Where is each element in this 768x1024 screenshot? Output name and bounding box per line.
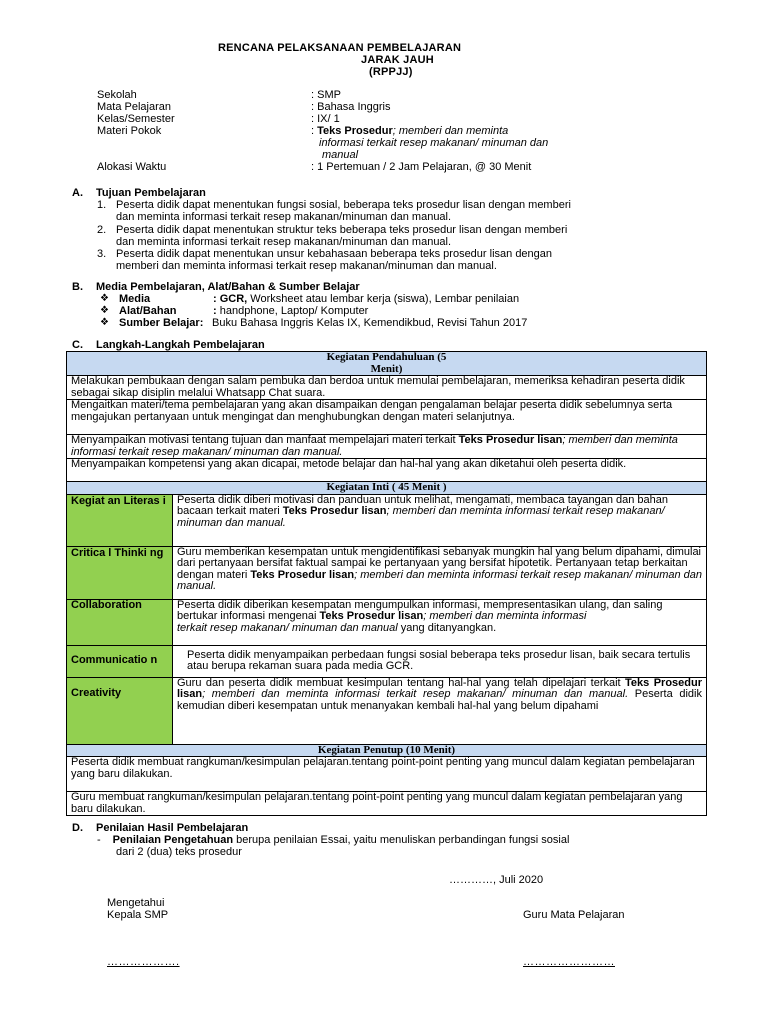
- section-d-letter: D.: [72, 822, 83, 834]
- bullet-icon: ❖: [100, 293, 109, 304]
- section-a-heading: [72, 187, 206, 199]
- topic-value: [311, 125, 508, 137]
- section-b-heading: [72, 281, 360, 293]
- table-row: [67, 645, 707, 677]
- critical-label: Critica l Thinki ng: [67, 546, 173, 599]
- collab-e: yang ditanyangkan.: [397, 621, 497, 634]
- literasi-b: Teks Prosedur lisan: [282, 505, 387, 517]
- doc-abbrev: (RPPJJ): [369, 66, 413, 78]
- identity-block: [97, 89, 657, 173]
- section-c-heading: [72, 339, 265, 351]
- alat-bold: :: [213, 305, 217, 317]
- signature-left-2: Kepala SMP: [107, 909, 169, 921]
- pendahuluan-step-2: Mengaitkan materi/tema pembelajaran yang akan disampaikan dengan pengalaman belajar peserta didik sebelumnya serta mengajukan pertanyaan untuk mengingat dan menghubungkan dengan materi selanjutnya.: [67, 400, 707, 435]
- table-row: [67, 792, 707, 816]
- penutup-step-2: Guru membuat rangkuman/kesimpulan pelajaran.tentang point-point penting yang muncul dalam kegiatan pembelajaran yang baru dilakukan.: [67, 792, 707, 816]
- critical-c: ; memberi dan meminta informasi terkait resep makanan/ minuman dan manual.: [177, 568, 702, 592]
- creat-c: ; memberi dan meminta informasi terkait resep makanan/ minuman dan manual.: [202, 688, 629, 700]
- signature-left-line: ……………….: [107, 956, 180, 968]
- media-list: [97, 293, 657, 329]
- signature-date: …………, Juli 2020: [449, 874, 544, 886]
- table-row: [67, 599, 707, 645]
- literasi-label: Kegiat an Literas i: [67, 494, 173, 546]
- class-value: : IX/ 1: [311, 113, 340, 125]
- topic-label: Materi Pokok: [97, 125, 162, 137]
- media-bold: : GCR,: [213, 293, 248, 305]
- table-row: [67, 482, 707, 495]
- goal-text: Peserta didik dapat menentukan unsur kebahasaan beberapa teks prosedur lisan dengan: [116, 248, 553, 260]
- table-row: [67, 376, 707, 400]
- goal-number: 3.: [97, 248, 107, 260]
- topic-prefix: :: [311, 125, 318, 137]
- alat-key: Alat/Bahan: [119, 305, 177, 317]
- pendahuluan-step-4: Menyampaikan kompetensi yang akan dicapai, metode belajar dan hal-hal yang akan diketahui oleh peserta didik.: [67, 459, 707, 482]
- alat-text: handphone, Laptop/ Komputer: [216, 305, 369, 317]
- section-a-letter: A.: [72, 187, 83, 199]
- section-a-title: Tujuan Pembelajaran: [96, 187, 206, 199]
- table-row: [67, 677, 707, 744]
- doc-title: RENCANA PELAKSANAAN PEMBELAJARAN: [218, 42, 462, 54]
- sumber-value: Buku Bahasa Inggris Kelas IX, Kemendikbud, Revisi Tahun 2017: [212, 317, 528, 329]
- creat-label: Creativity: [67, 677, 173, 744]
- goal-text: Peserta didik dapat menentukan struktur teks beberapa teks prosedur lisan dengan memberi: [116, 223, 568, 236]
- signature-right: Guru Mata Pelajaran: [523, 909, 625, 921]
- goals-list: [97, 199, 657, 273]
- time-value: : 1 Pertemuan / 2 Jam Pelajaran, @ 30 Menit: [311, 161, 532, 173]
- section-c-letter: C.: [72, 339, 83, 351]
- signature-left-1: Mengetahui: [107, 897, 165, 909]
- goal-text: Peserta didik dapat menentukan fungsi sosial, beberapa teks prosedur lisan dengan memberi: [116, 199, 571, 211]
- assessment-line-2: dari 2 (dua) teks prosedur: [116, 846, 242, 858]
- pendahuluan-step-1: Melakukan pembukaan dengan salam pembuka dan berdoa untuk memulai pembelajaran, memeriksa kehadiran peserta didik sebagai sikap disiplin melalui Whatsapp Chat suara.: [67, 376, 707, 400]
- creat-d: Peserta didik kemudian diberi kesempatan untuk menanyakan kembali hal-hal yang belum dipahami: [177, 688, 702, 712]
- section-d-title: Penilaian Hasil Pembelajaran: [96, 822, 249, 834]
- list-item: [97, 224, 657, 248]
- goal-number: 2.: [97, 223, 107, 236]
- goal-text: memberi dan meminta informasi terkait resep makanan/minuman dan manual.: [116, 260, 497, 272]
- collab-label: Collaboration: [67, 599, 173, 645]
- penutup-step-1: Peserta didik membuat rangkuman/kesimpulan pelajaran.tentang point-point penting yang muncul dalam kegiatan pembelajaran yang baru dilakukan.: [67, 757, 707, 792]
- creat-b: Teks Prosedur lisan: [177, 676, 702, 700]
- p3-text: Menyampaikan motivasi tentang tujuan dan manfaat mempelajari materi terkait: [71, 434, 459, 446]
- section-b-title: Media Pembelajaran, Alat/Bahan & Sumber Belajar: [96, 281, 360, 293]
- doc-subtitle: JARAK JAUH: [361, 54, 434, 66]
- school-label: Sekolah: [97, 89, 137, 101]
- assessment-bold: Penilaian Pengetahuan: [112, 834, 234, 846]
- media-value: [213, 293, 519, 305]
- collab-b: Teks Prosedur lisan: [319, 610, 424, 622]
- creat-a: Guru dan peserta didik membuat kesimpulan tentang hal-hal yang telah dipelajari terkait: [177, 676, 626, 689]
- table-row: [67, 459, 707, 482]
- pendahuluan-head-2: Menit): [370, 362, 403, 375]
- topic-cont-2: manual: [322, 149, 359, 161]
- sumber-key: Sumber Belajar:: [119, 317, 204, 329]
- literasi-a: Peserta didik diberi motivasi dan panduan untuk melihat, mengamati, membaca tayangan dan bahan bacaan terkait materi: [177, 493, 669, 517]
- comm-label: Communicatio n: [67, 645, 173, 677]
- assessment-text: berupa penilaian Essai, yaitu menuliskan perbandingan fungsi sosial: [233, 834, 570, 846]
- critical-b: Teks Prosedur lisan: [250, 568, 355, 581]
- table-row: [67, 400, 707, 435]
- critical-text: [173, 546, 707, 599]
- bullet-icon: ❖: [100, 305, 109, 316]
- list-item: [97, 293, 657, 305]
- assessment-line-1: [97, 834, 569, 846]
- collab-d: terkait resep makanan/ minuman dan manual: [177, 621, 398, 634]
- class-label: Kelas/Semester: [97, 113, 175, 125]
- list-item: [97, 305, 657, 317]
- table-row: [67, 546, 707, 599]
- literasi-c: ; memberi dan meminta informasi terkait resep makanan/ minuman dan manual.: [177, 505, 665, 529]
- table-row: [67, 494, 707, 546]
- penutup-header: Kegiatan Penutup (10 Menit): [67, 744, 707, 757]
- goal-text: dan meminta informasi terkait resep makanan/minuman dan manual.: [116, 211, 452, 223]
- table-row: [67, 435, 707, 459]
- school-value: : SMP: [311, 89, 341, 101]
- collab-c: ; memberi dan meminta informasi: [423, 610, 587, 622]
- goal-text: dan meminta informasi terkait resep makanan/minuman dan manual.: [116, 235, 452, 248]
- pendahuluan-step-3: [67, 435, 707, 459]
- alat-value: [213, 305, 368, 317]
- table-row: [67, 352, 707, 376]
- topic-italic: ; memberi dan meminta: [392, 125, 509, 137]
- p3-bold: Teks Prosedur lisan: [458, 434, 563, 446]
- topic-bold: Teks Prosedur: [317, 125, 393, 137]
- section-c-title: Langkah-Langkah Pembelajaran: [96, 339, 265, 351]
- critical-a: Guru memberikan kesempatan untuk mengidentifikasi sebanyak mungkin hal yang belum dipahami, dimulai dari pertanyaan bersifat faktual sampai ke pertanyaan yang bersifat hipotetik. Pertanyaan tetap berkaitan dengan materi: [177, 545, 702, 581]
- learning-steps-table: [66, 351, 707, 816]
- signature-right-line: ……………………: [523, 956, 615, 968]
- inti-header: Kegiatan Inti ( 45 Menit ): [67, 482, 707, 495]
- list-item: [97, 317, 657, 329]
- subject-value: : Bahasa Inggris: [311, 101, 391, 113]
- creat-text: [173, 677, 707, 744]
- table-row: [67, 744, 707, 757]
- section-d-heading: [72, 822, 248, 834]
- topic-cont-1: informasi terkait resep makanan/ minuman dan: [319, 137, 549, 149]
- table-row: [67, 757, 707, 792]
- subject-label: Mata Pelajaran: [97, 101, 171, 113]
- media-key: Media: [119, 293, 151, 305]
- collab-a: Peserta didik diberikan kesempatan mengumpulkan informasi, mempresentasikan ulang, dan saling bertukar informasi mengenai: [177, 598, 663, 622]
- media-text: Worksheet atau lembar kerja (siswa), Lembar penilaian: [247, 293, 520, 305]
- time-label: Alokasi Waktu: [97, 161, 167, 173]
- pendahuluan-header: [67, 352, 707, 376]
- literasi-text: [173, 494, 707, 546]
- comm-text: Peserta didik menyampaikan perbedaan fungsi sosial beberapa teks prosedur lisan, baik secara tertulis atau berupa rekaman suara pada media GCR.: [173, 645, 707, 677]
- section-b-letter: B.: [72, 281, 83, 293]
- goal-number: 1.: [97, 199, 107, 211]
- collab-text: [173, 599, 707, 645]
- p3-italic: ; memberi dan meminta informasi terkait resep makanan/ minuman dan manual.: [71, 434, 678, 458]
- dash-icon: -: [97, 834, 101, 846]
- list-item: [97, 248, 657, 272]
- pendahuluan-head-1: Kegiatan Pendahuluan (5: [326, 351, 447, 363]
- list-item: [97, 199, 657, 223]
- bullet-icon: ❖: [100, 317, 109, 328]
